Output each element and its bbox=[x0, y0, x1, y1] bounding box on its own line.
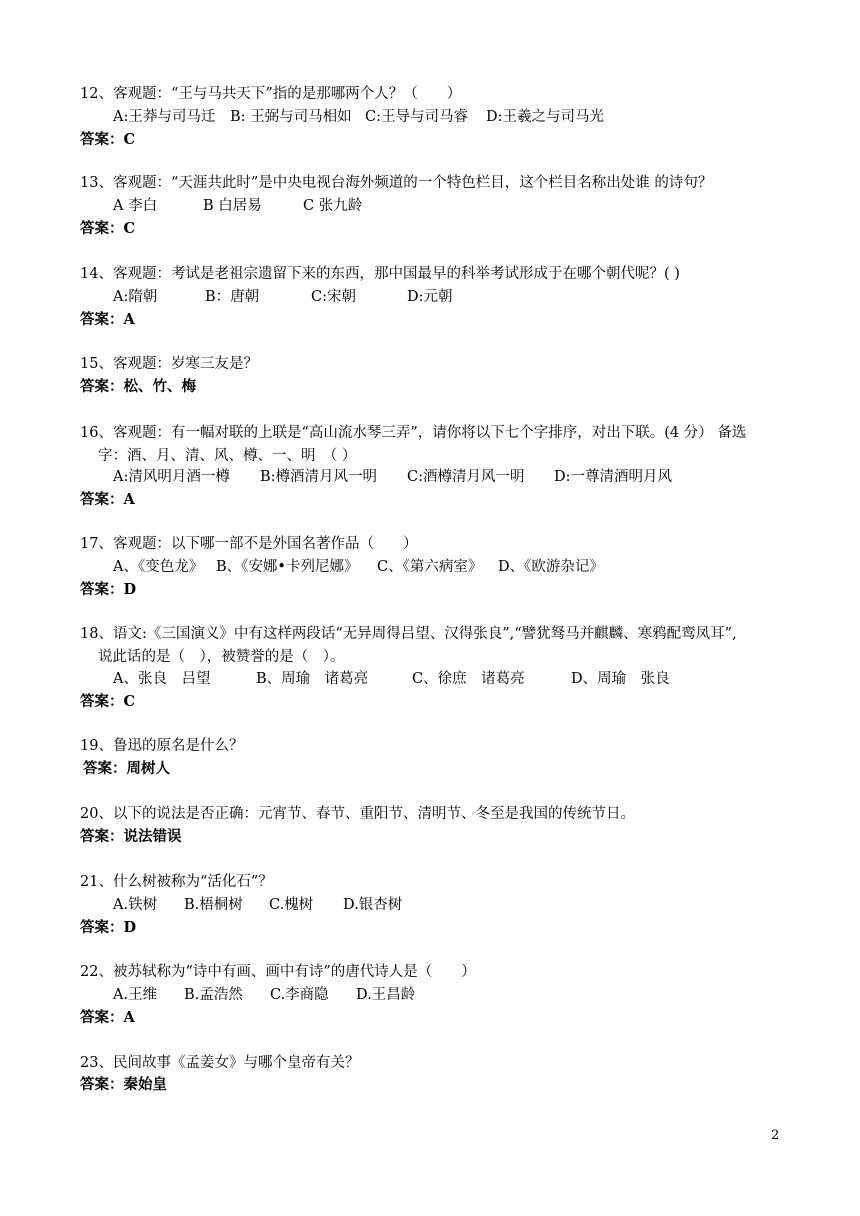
option-a: A.王维 bbox=[113, 987, 158, 1003]
answer: 答案：A bbox=[80, 491, 135, 508]
option-b: B、《安娜•卡列尼娜》 bbox=[216, 559, 359, 575]
option-a: A、《变色龙》 bbox=[113, 559, 204, 575]
question-text: 23、民间故事《孟姜女》与哪个皇帝有关？ bbox=[80, 1055, 360, 1071]
question-text: 14、客观题：考试是老祖宗遗留下来的东西，那中国最早的科举考试形成于在哪个朝代呢？( ) bbox=[80, 266, 680, 282]
question-text: 19、鲁迅的原名是什么？ bbox=[80, 738, 244, 754]
question-text: 22、被苏轼称为“诗中有画、画中有诗”的唐代诗人是（ ） bbox=[80, 964, 476, 980]
answer: 答案：D bbox=[80, 919, 137, 936]
question-text: 15、客观题：岁寒三友是？ bbox=[80, 356, 258, 372]
option-b: B: 王弼与司马相如 bbox=[230, 109, 352, 125]
option-c: C:宋朝 bbox=[311, 289, 356, 305]
question-text-continued: 字：酒、月、清、风、樽、一、明 （ ） bbox=[98, 448, 357, 464]
question-text: 13、客观题：“天涯共此时”是中央电视台海外频道的一个特色栏目，这个栏目名称出处谁 的诗句？ bbox=[80, 175, 713, 191]
option-d: D:元朝 bbox=[407, 289, 453, 305]
option-b: B 白居易 bbox=[203, 198, 262, 214]
answer: 答案：A bbox=[80, 311, 135, 328]
question-text: 20、以下的说法是否正确：元宵节、春节、重阳节、清明节、冬至是我国的传统节日。 bbox=[80, 806, 635, 822]
answer: 答案：D bbox=[80, 581, 137, 598]
answer: 答案：C bbox=[80, 131, 136, 148]
answer: 答案：秦始皇 bbox=[80, 1076, 167, 1093]
option-c: C.李商隐 bbox=[270, 987, 329, 1003]
option-b: B.梧桐树 bbox=[184, 897, 243, 913]
question-text: 17、客观题：以下哪一部不是外国名著作品（ ） bbox=[80, 536, 418, 552]
option-a: A:隋朝 bbox=[113, 289, 158, 305]
option-c: C:酒樽清月风一明 bbox=[407, 469, 525, 485]
option-d: D.王昌龄 bbox=[356, 987, 416, 1003]
question-text: 18、语文:《三国演义》中有这样两段话“无异周得吕望、汉得张良”,“譬犹驽马并麒麟、寒鸦配鸾凤耳”, bbox=[80, 626, 737, 642]
answer: 答案：C bbox=[80, 220, 136, 237]
option-b: B.孟浩然 bbox=[184, 987, 243, 1003]
question-text: 21、什么树被称为“活化石”？ bbox=[80, 874, 273, 890]
question-text: 12、客观题：“王与马共天下”指的是那哪两个人？（ ） bbox=[80, 86, 462, 102]
answer: 答案：A bbox=[80, 1009, 135, 1026]
option-a: A、张良 吕望 bbox=[113, 671, 211, 687]
option-b: B：唐朝 bbox=[205, 289, 260, 305]
option-d: D:一尊清酒明月风 bbox=[554, 469, 673, 485]
option-c: C、徐庶 诸葛亮 bbox=[412, 671, 525, 687]
option-c: C、《第六病室》 bbox=[377, 559, 483, 575]
option-b: B、周瑜 诸葛亮 bbox=[256, 671, 369, 687]
option-a: A 李白 bbox=[113, 198, 158, 214]
answer: 答案：松、竹、梅 bbox=[80, 378, 196, 395]
question-text: 16、客观题：有一幅对联的上联是“高山流水琴三弄”，请你将以下七个字排序，对出下联。(4 分） 备选 bbox=[80, 425, 747, 441]
answer: 答案：说法错误 bbox=[80, 828, 182, 845]
option-d: D.银杏树 bbox=[343, 897, 403, 913]
answer: 答案：周树人 bbox=[83, 760, 170, 777]
option-a: A:清风明月酒一樽 bbox=[113, 469, 230, 485]
option-d: D、周瑜 张良 bbox=[571, 671, 670, 687]
option-c: C:王导与司马睿 bbox=[365, 109, 468, 125]
option-c: C.槐树 bbox=[269, 897, 314, 913]
answer: 答案：C bbox=[80, 693, 136, 710]
option-c: C 张九龄 bbox=[303, 198, 363, 214]
question-text-continued: 说此话的是（ ），被赞誉的是（ ）。 bbox=[98, 649, 345, 665]
option-d: D:王羲之与司马光 bbox=[486, 109, 605, 125]
option-a: A:王莽与司马迁 bbox=[113, 109, 216, 125]
page-number: 2 bbox=[771, 1128, 780, 1143]
option-d: D、《欧游杂记》 bbox=[498, 559, 604, 575]
option-a: A.铁树 bbox=[113, 897, 158, 913]
option-b: B:樽酒清月风一明 bbox=[260, 469, 378, 485]
